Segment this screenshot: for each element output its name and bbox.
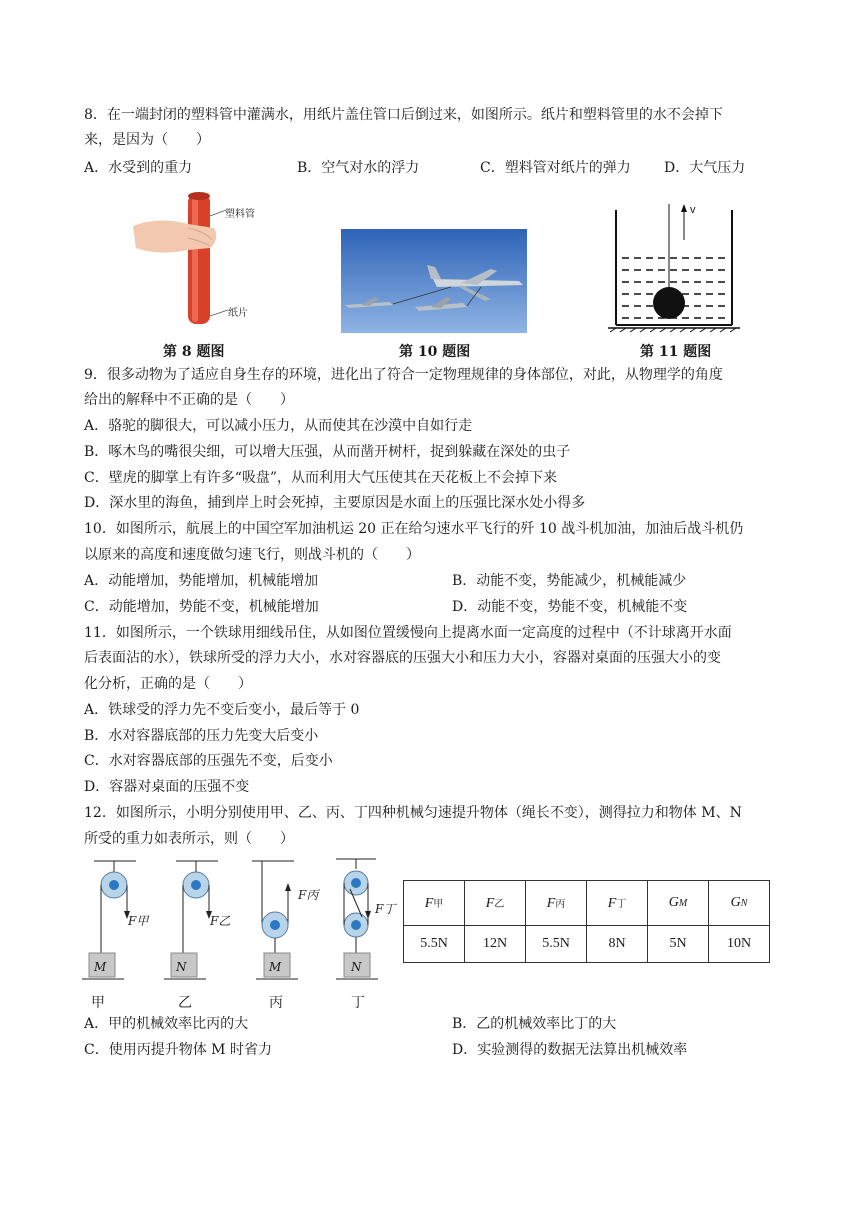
q12-option-d[interactable]: D．实验测得的数据无法算出机械效率 (452, 1042, 688, 1058)
q9-stem-line2: 给出的解释中不正确的是（ ） (84, 392, 294, 408)
q12-option-a[interactable]: A．甲的机械效率比丙的大 (84, 1016, 249, 1032)
q12-option-c[interactable]: C．使用丙提升物体 M 时省力 (84, 1042, 272, 1058)
machine-name-bing: 丙 (269, 995, 283, 1011)
machine-yi (164, 861, 212, 979)
table-cell: 5.5N (404, 926, 465, 963)
force-label-yi: F乙 (210, 914, 231, 928)
machine-name-ding: 丁 (351, 995, 365, 1011)
q10-option-b[interactable]: B．动能不变，势能减少，机械能减少 (452, 573, 687, 589)
q10-figure-aircraft (341, 229, 527, 333)
q8-stem-line2: 来，是因为（ ） (84, 132, 210, 148)
q9-option-b[interactable]: B．啄木鸟的嘴很尖细，可以增大压强，从而凿开树杆，捉到躲藏在深处的虫子 (84, 444, 571, 460)
block-label-jia: M (94, 960, 107, 974)
q9-option-c[interactable]: C．壁虎的脚掌上有许多“吸盘”，从而利用大气压使其在天花板上不会掉下来 (84, 470, 558, 486)
q12-stem-line1: 12．如图所示，小明分别使用甲、乙、丙、丁四种机械匀速提升物体（绳长不变），测得拉力和物体 M、N (84, 805, 742, 821)
q8-option-d[interactable]: D．大气压力 (664, 160, 746, 176)
q10-option-d[interactable]: D．动能不变，势能不变，机械能不变 (452, 599, 688, 615)
table-cell: 12N (465, 926, 526, 963)
q8-figure-tube (128, 188, 278, 333)
q12-stem-line2: 所受的重力如表所示，则（ ） (84, 831, 294, 847)
q11-option-b[interactable]: B．水对容器底部的压力先变大后变小 (84, 728, 319, 744)
force-label-jia: F甲 (128, 914, 149, 928)
q11-stem-line1: 11．如图所示，一个铁球用细线吊住，从如图位置缓慢向上提离水面一定高度的过程中（不计球离开水面 (84, 625, 732, 641)
q11-figure-container (608, 200, 740, 332)
q10-figure-caption: 第 10 题图 (399, 344, 471, 360)
q8-figure-caption: 第 8 题图 (163, 344, 225, 360)
table-header-cell: GN (709, 881, 770, 926)
q12-option-b[interactable]: B．乙的机械效率比丁的大 (452, 1016, 617, 1032)
q12-pulley-figures (80, 855, 390, 985)
q8-label-tube: 塑料管 (225, 209, 255, 220)
table-cell: 8N (587, 926, 648, 963)
q8-option-c[interactable]: C．塑料管对纸片的弹力 (480, 160, 631, 176)
q11-option-d[interactable]: D．容器对桌面的压强不变 (84, 779, 250, 795)
q8-option-b[interactable]: B．空气对水的浮力 (297, 160, 420, 176)
q10-option-c[interactable]: C．动能增加，势能不变，机械能增加 (84, 599, 319, 615)
machine-name-jia: 甲 (91, 995, 105, 1011)
table-header-cell: F甲 (404, 881, 465, 926)
table-cell: 10N (709, 926, 770, 963)
block-label-ding: N (351, 960, 362, 974)
q10-stem-line1: 10．如图所示，航展上的中国空军加油机运 20 正在给匀速水平飞行的歼 10 战斗机加油，加油后战斗机仍 (84, 521, 744, 537)
q11-option-c[interactable]: C．水对容器底部的压强先不变，后变小 (84, 753, 333, 769)
q11-option-a[interactable]: A．铁球受的浮力先不变后变小，最后等于 0 (84, 702, 360, 718)
table-cell: 5.5N (526, 926, 587, 963)
q10-stem-line2: 以原来的高度和速度做匀速飞行，则战斗机的（ ） (84, 547, 420, 563)
table-row (404, 926, 770, 963)
q11-stem-line3: 化分析，正确的是（ ） (84, 676, 252, 692)
force-label-bing: F丙 (298, 888, 319, 902)
table-cell: 5N (648, 926, 709, 963)
q9-stem-line1: 9．很多动物为了适应自身生存的环境，进化出了符合一定物理规律的身体部位，对此，从物理学的角度 (84, 367, 723, 383)
q12-force-table (403, 880, 770, 963)
q8-option-a[interactable]: A．水受到的重力 (84, 160, 193, 176)
q8-label-paper: 纸片 (228, 308, 248, 319)
machine-name-yi: 乙 (178, 995, 192, 1011)
q10-option-a[interactable]: A．动能增加，势能增加，机械能增加 (84, 573, 319, 589)
q9-option-d[interactable]: D．深水里的海鱼，捕到岸上时会死掉，主要原因是水面上的压强比深水处小得多 (84, 495, 586, 511)
table-header-cell: F乙 (465, 881, 526, 926)
table-header-cell: GM (648, 881, 709, 926)
block-label-yi: N (176, 960, 187, 974)
q9-option-a[interactable]: A．骆驼的脚很大，可以减小压力，从而使其在沙漠中自如行走 (84, 418, 473, 434)
q11-figure-caption: 第 11 题图 (640, 344, 712, 360)
table-header-cell: F丙 (526, 881, 587, 926)
block-label-bing: M (269, 960, 282, 974)
q8-stem-line1: 8．在一端封闭的塑料管中灌满水，用纸片盖住管口后倒过来，如图所示。纸片和塑料管里的水不会掉下 (84, 107, 723, 123)
q11-velocity-label: v (690, 204, 696, 216)
table-header-row (404, 881, 770, 926)
table-header-cell: F丁 (587, 881, 648, 926)
force-label-ding: F丁 (375, 902, 396, 916)
q11-stem-line2: 后表面沾的水），铁球所受的浮力大小，水对容器底的压强大小和压力大小，容器对桌面的压强大小的变 (84, 650, 721, 666)
